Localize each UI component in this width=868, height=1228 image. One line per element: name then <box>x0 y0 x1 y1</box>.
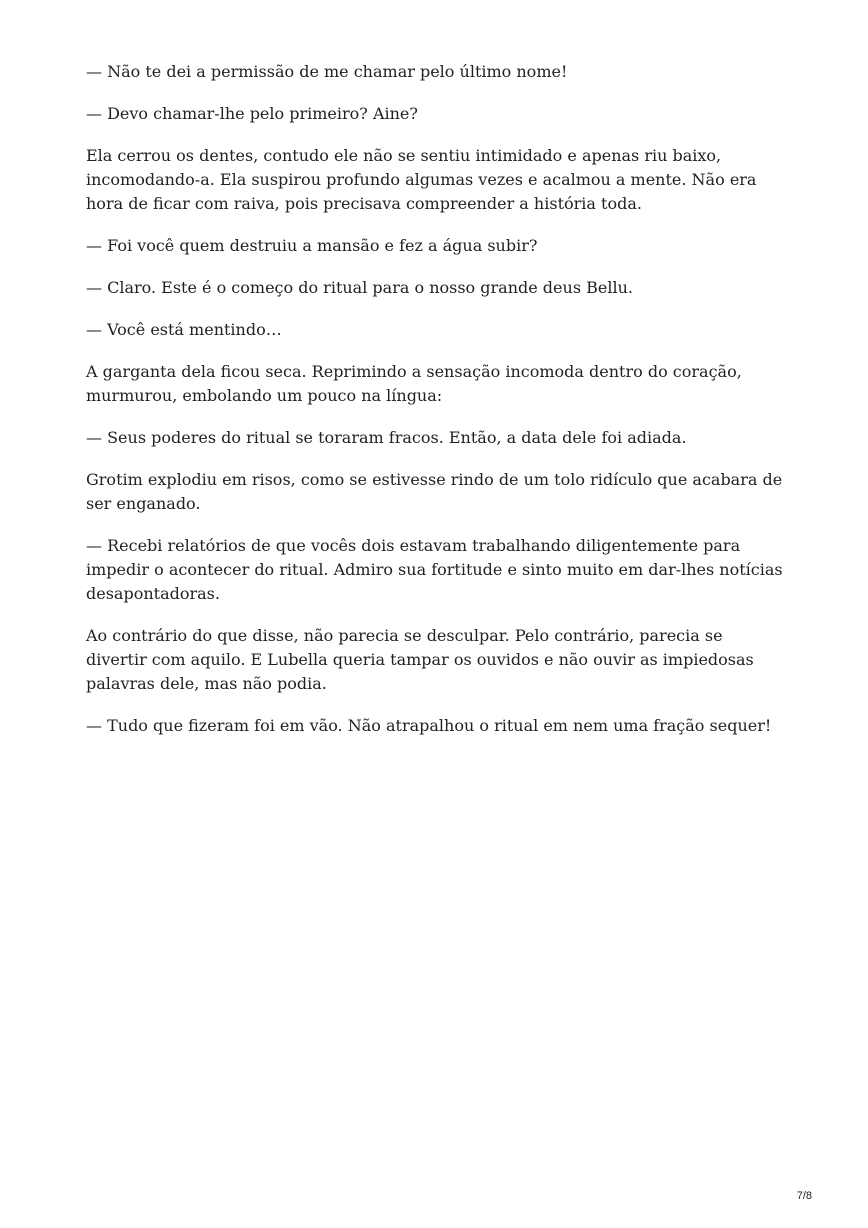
paragraph-5: — Claro. Este é o começo do ritual para o nosso grande deus Bellu. <box>86 278 633 297</box>
paragraph-8: — Seus poderes do ritual se toraram fracos. Então, a data dele foi adiada. <box>86 428 687 447</box>
paragraph-2: — Devo chamar-lhe pelo primeiro? Aine? <box>86 104 418 123</box>
paragraph-4: — Foi você quem destruiu a mansão e fez a água subir? <box>86 236 538 255</box>
document-body <box>86 60 786 756</box>
page-number: 7/8 <box>796 1190 812 1202</box>
paragraph-12: — Tudo que fizeram foi em vão. Não atrapalhou o ritual em nem uma fração sequer! <box>86 716 772 735</box>
paragraph-10: — Recebi relatórios de que vocês dois estavam trabalhando diligentemente para impedir o acontecer do ritual. Admiro sua fortitude e sinto muito em dar-lhes notícias desapontadoras. <box>86 536 783 603</box>
paragraph-9: Grotim explodiu em risos, como se estivesse rindo de um tolo ridículo que acabara de ser enganado. <box>86 470 783 513</box>
paragraph-6: — Você está mentindo… <box>86 320 282 339</box>
paragraph-3: Ela cerrou os dentes, contudo ele não se sentiu intimidado e apenas riu baixo, incomodando-a. Ela suspirou profundo algumas vezes e acalmou a mente. Não era hora de ficar com raiva, pois precisava compreender a história toda. <box>86 146 757 213</box>
paragraph-7: A garganta dela ficou seca. Reprimindo a sensação incomoda dentro do coração, murmurou, embolando um pouco na língua: <box>86 362 742 405</box>
paragraph-1: — Não te dei a permissão de me chamar pelo último nome! <box>86 62 568 81</box>
paragraph-11: Ao contrário do que disse, não parecia se desculpar. Pelo contrário, parecia se divertir com aquilo. E Lubella queria tampar os ouvidos e não ouvir as impiedosas palavras dele, mas não podia. <box>86 626 754 693</box>
